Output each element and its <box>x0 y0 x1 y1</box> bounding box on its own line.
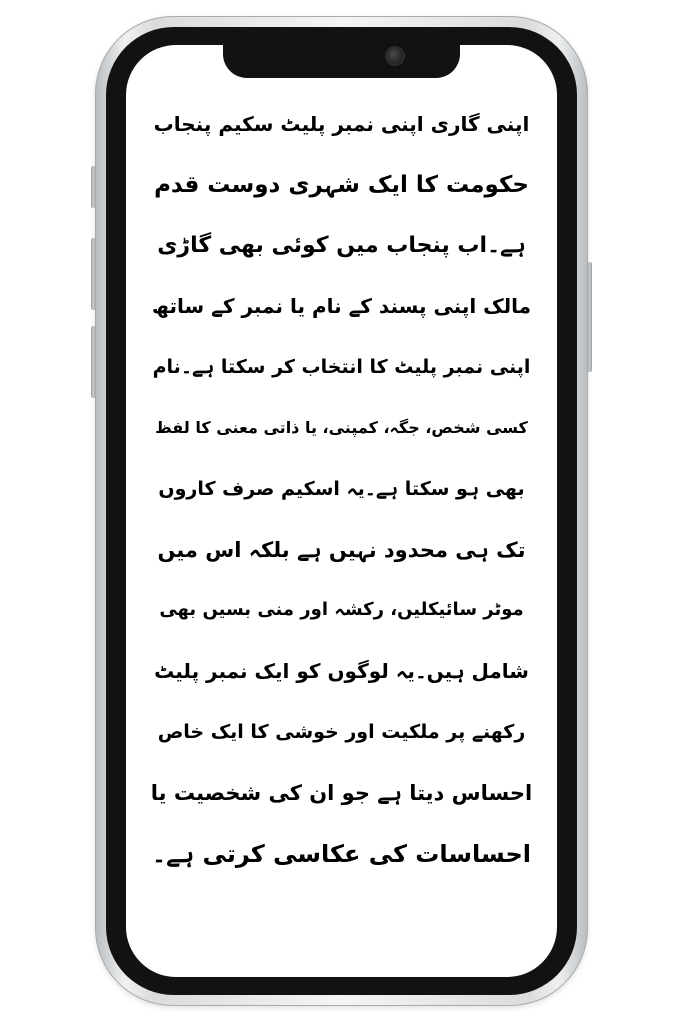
article-line-10: شامل ہیں۔یہ لوگوں کو ایک نمبر پلیٹ <box>154 659 529 684</box>
article-line-11: رکھنے پر ملکیت اور خوشی کا ایک خاص <box>157 720 526 743</box>
article-line-8: تک ہی محدود نہیں ہے بلکہ اس میں <box>157 537 526 562</box>
phone-notch <box>223 45 460 78</box>
article-line-1: اپنی گاری اپنی نمبر پلیٹ سکیم پنجاب <box>153 112 530 136</box>
article-text <box>150 94 533 884</box>
article-line-7: بھی ہو سکتا ہے۔یہ اسکیم صرف کاروں <box>158 477 525 500</box>
article-line-12: احساس دیتا ہے جو ان کی شخصیت یا <box>150 780 533 805</box>
article-line-9: موٹر سائیکلیں، رکشہ اور منی بسیں بھی <box>159 599 524 621</box>
article-line-2: حکومت کا ایک شہری دوست قدم <box>154 171 529 198</box>
article-line-6: کسی شخص، جگہ، کمپنی، یا ذاتی معنی کا لفظ <box>155 417 528 437</box>
article-line-3: ہے۔اب پنجاب میں کوئی بھی گاڑی <box>157 232 526 258</box>
article-line-4: مالک اپنی پسند کے نام یا نمبر کے ساتھ <box>151 294 532 319</box>
article-line-13: احساسات کی عکاسی کرتی ہے۔ <box>152 839 531 868</box>
front-camera-icon <box>387 48 403 64</box>
article-line-5: اپنی نمبر پلیٹ کا انتخاب کر سکتا ہے۔نام <box>152 356 531 379</box>
